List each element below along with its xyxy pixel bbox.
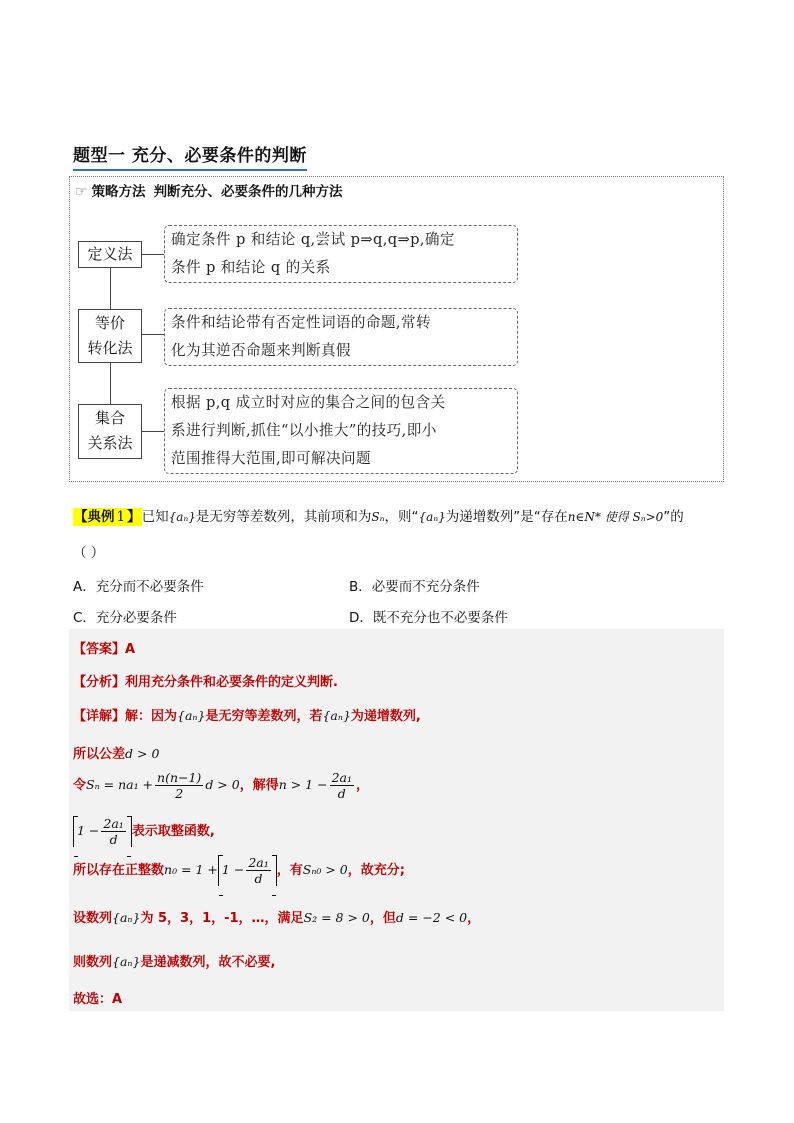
method-name: 集合 [94, 409, 125, 427]
option-a[interactable]: A．充分而不必要条件 [73, 579, 204, 595]
math-sequence: {aₙ} [168, 510, 196, 524]
detail-line-1: 【详解】解：因为{aₙ}是无穷等差数列，若{aₙ}为递增数列, [73, 708, 421, 724]
method-set-relation [78, 404, 142, 459]
math-sequence: {aₙ} [418, 510, 446, 524]
floor-bracket: 1 − $\frac{\text{2a₁}}{d}$ [218, 855, 277, 886]
option-b[interactable]: B．必要而不充分条件 [349, 579, 480, 595]
desc-line: 根据 p,q 成立时对应的集合之间的包含关 [171, 394, 446, 411]
connector-line [142, 334, 164, 335]
pointing-hand-icon: ☞ [75, 184, 88, 200]
strategy-label: 策略方法 [91, 184, 146, 200]
desc-line: 化为其逆否命题来判断真假 [171, 342, 351, 359]
method-definition-desc [164, 225, 518, 283]
analysis-line: 【分析】利用充分条件和必要条件的定义判断. [73, 675, 338, 690]
solution-block [69, 629, 724, 1011]
method-name: 转化法 [87, 339, 133, 357]
detail-line-6: 设数列{aₙ}为 5，3，1，-1，…，满足S₂ = 8 > 0，但d = −2 < 0， [73, 910, 481, 926]
answer-paren: （ ） [73, 545, 105, 561]
detail-line-5: 所以存在正整数n₀ = 1 + 1 − $\frac{\text{2a₁}}{d}$ ，有Sₙ₀ > 0，故充分; [73, 855, 405, 886]
method-equivalence-desc [164, 308, 518, 366]
strategy-heading-text: 判断充分、必要条件的几种方法 [153, 184, 343, 200]
desc-line: 确定条件 p 和结论 q,尝试 p⇒q,q⇒p,确定 [171, 231, 455, 248]
floor-bracket: 1 − $\frac{\text{2a₁}}{d}$ [73, 816, 132, 847]
desc-line: 条件和结论带有否定性词语的命题,常转 [171, 314, 431, 331]
detail-line-4: 1 − $\frac{\text{2a₁}}{d}$ 表示取整函数, [73, 816, 215, 847]
math-condition: n∈N* 使得 Sₙ>0 [567, 510, 664, 524]
section-title: 题型一 充分、必要条件的判断 [73, 141, 307, 171]
detail-line-3: 令Sₙ = na₁ + $\frac{n(n-1)}{2}$ d > 0，解得n > 1 − $\frac{\text{2a₁}}{d}$ ， [73, 770, 370, 801]
method-name: 关系法 [87, 434, 133, 452]
strategy-heading [75, 180, 343, 200]
method-diagram [70, 215, 526, 481]
detail-line-2: 所以公差d > 0 [73, 746, 160, 762]
detail-line-8: 故选：A [73, 992, 123, 1007]
desc-line: 条件 p 和结论 q 的关系 [171, 259, 331, 276]
math-sum: Sₙ [371, 510, 385, 524]
example-tag: 【典例 1 】 [74, 509, 141, 525]
desc-line: 系进行判断,抓住“以小推大”的技巧,即小 [171, 422, 437, 439]
desc-line: 范围推得大范围,即可解决问题 [171, 450, 371, 467]
connector-line [142, 431, 164, 432]
method-set-relation-desc [164, 388, 518, 474]
option-c[interactable]: C．充分必要条件 [73, 610, 177, 626]
method-definition [78, 241, 142, 268]
option-d[interactable]: D．既不充分也不必要条件 [349, 610, 508, 626]
connector-line [142, 254, 164, 255]
detail-line-7: 则数列{aₙ}是递减数列，故不必要, [73, 954, 276, 970]
strategy-box [69, 176, 724, 482]
example-question: 【典例 1 】已知{aₙ}是无穷等差数列，其前项和为Sₙ，则“{aₙ}为递增数列”是“存在n∈N* 使得 Sₙ>0”的 [74, 509, 684, 525]
method-name: 等价 [94, 314, 125, 332]
method-name: 定义法 [87, 245, 133, 263]
method-equivalence [78, 309, 142, 363]
answer-line: 【答案】A [73, 642, 136, 657]
